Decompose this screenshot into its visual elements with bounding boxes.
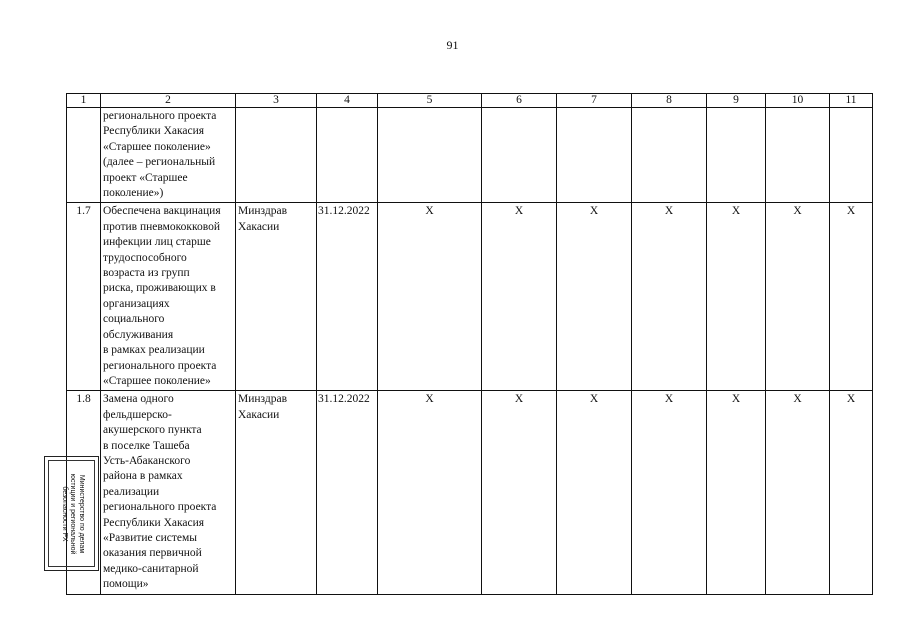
mark-cell: X [557, 203, 632, 391]
description-line: регионального проекта [103, 110, 217, 122]
deadline-date: 31.12.2022 [317, 391, 378, 594]
table-row [67, 108, 873, 203]
description-line: Республики Хакасия [103, 516, 205, 529]
stamp-line: безопасности РХ [60, 485, 68, 542]
description-line: риска, проживающих в [103, 282, 216, 295]
description-line: возраста из групп [103, 267, 190, 280]
description-line: реализации [103, 485, 160, 498]
description-line: проект «Старшее [103, 171, 188, 184]
mark-cell: X [557, 391, 632, 594]
activity-description [101, 203, 236, 391]
stamp-line: Министерство по делам [77, 474, 85, 553]
row-number: 1.8 [67, 391, 101, 594]
description-line: в поселке Ташеба [103, 439, 190, 452]
header-cell: 1 [67, 94, 101, 108]
header-cell: 2 [101, 94, 236, 108]
mark-cell: X [830, 203, 873, 391]
deadline-date [317, 108, 378, 203]
description-line: фельдшерско- [103, 408, 172, 421]
mark-cell [632, 108, 707, 203]
description-line: инфекции лиц старше [103, 236, 211, 249]
description-line: оказания первичной [103, 547, 202, 560]
stamp-line: юстиции и региональной [68, 473, 76, 554]
description-line: организациях [103, 297, 170, 310]
org-line: Минздрав [238, 393, 288, 406]
description-line: (далее – региональный [103, 156, 216, 169]
mark-cell: X [707, 391, 766, 594]
description-line: поколение») [103, 187, 164, 200]
description-line: Республики Хакасия [103, 125, 205, 138]
responsible-org [236, 203, 317, 391]
header-cell: 3 [236, 94, 317, 108]
mark-cell [766, 108, 830, 203]
org-line: Хакасии [238, 220, 280, 233]
description-line: «Старшее поколение» [103, 374, 211, 387]
description-line: регионального проекта [103, 501, 217, 514]
description-line: «Развитие системы [103, 531, 198, 544]
row-number [67, 108, 101, 203]
header-cell: 4 [317, 94, 378, 108]
description-line: в рамках реализации [103, 344, 205, 357]
description-line: «Старшее поколение» [103, 140, 211, 153]
table-row [67, 203, 873, 391]
mark-cell [830, 108, 873, 203]
mark-cell [482, 108, 557, 203]
mark-cell: X [378, 203, 482, 391]
org-line: Хакасии [238, 408, 280, 421]
org-line: Минздрав [238, 205, 288, 218]
mark-cell: X [482, 391, 557, 594]
header-cell: 7 [557, 94, 632, 108]
stamp-text [59, 461, 85, 566]
header-row [67, 94, 873, 108]
description-line: Обеспечена вакцинация [103, 205, 221, 218]
description-line: района в рамках [103, 470, 183, 483]
description-line: обслуживания [103, 328, 174, 341]
mark-cell: X [766, 203, 830, 391]
header-cell: 10 [766, 94, 830, 108]
activity-description [101, 108, 236, 203]
header-cell: 9 [707, 94, 766, 108]
description-line: помощи» [103, 578, 149, 591]
responsible-org [236, 108, 317, 203]
header-cell: 11 [830, 94, 873, 108]
table-row [67, 391, 873, 594]
header-cell: 6 [482, 94, 557, 108]
responsible-org [236, 391, 317, 594]
description-line: медико-санитарной [103, 562, 199, 575]
description-line: Усть-Абаканского [103, 454, 191, 467]
description-line: регионального проекта [103, 359, 217, 372]
page-number: 91 [446, 38, 459, 52]
description-line: трудоспособного [103, 251, 187, 264]
mark-cell [707, 108, 766, 203]
description-line: Замена одного [103, 393, 174, 406]
mark-cell: X [707, 203, 766, 391]
description-line: социального [103, 313, 165, 326]
mark-cell: X [632, 203, 707, 391]
row-number: 1.7 [67, 203, 101, 391]
description-line: против пневмококковой [103, 220, 221, 233]
mark-cell: X [766, 391, 830, 594]
mark-cell [378, 108, 482, 203]
mark-cell: X [632, 391, 707, 594]
mark-cell: X [830, 391, 873, 594]
ministry-stamp [44, 456, 99, 571]
description-line: акушерского пункта [103, 424, 202, 437]
mark-cell [557, 108, 632, 203]
mark-cell: X [482, 203, 557, 391]
header-cell: 5 [378, 94, 482, 108]
deadline-date: 31.12.2022 [317, 203, 378, 391]
header-cell: 8 [632, 94, 707, 108]
activity-description [101, 391, 236, 594]
plan-table [66, 93, 873, 595]
mark-cell: X [378, 391, 482, 594]
